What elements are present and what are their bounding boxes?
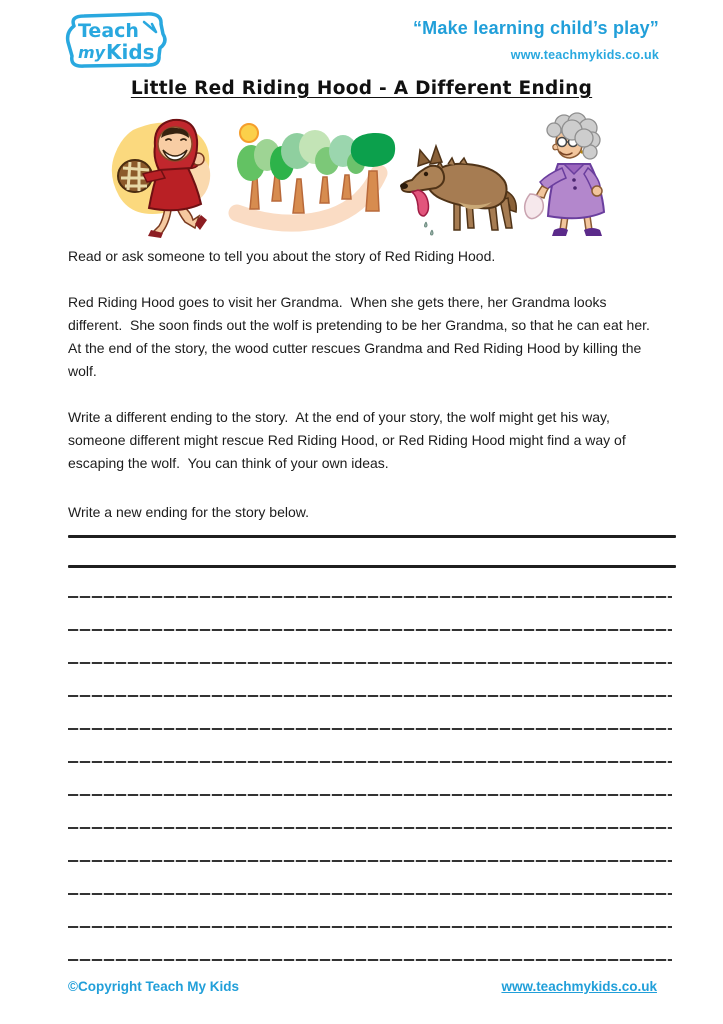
- teach-my-kids-logo: [64, 12, 168, 68]
- writing-line-dashed: [68, 596, 672, 598]
- page-title: Little Red Riding Hood - A Different Ending: [130, 78, 593, 99]
- writing-line-dashed: [68, 695, 672, 697]
- wolf-illustration: [396, 142, 526, 238]
- writing-line-dashed: [68, 629, 672, 631]
- grandma-illustration: [520, 112, 622, 240]
- header-right: [413, 18, 659, 62]
- red-riding-hood-illustration: [103, 112, 227, 238]
- header-website-text: www.teachmykids.co.uk: [510, 48, 659, 62]
- writing-line-dashed: [68, 794, 672, 796]
- writing-line-dashed: [68, 662, 672, 664]
- page-footer: [68, 979, 657, 994]
- writing-line-dashed: [68, 827, 672, 829]
- story-summary-paragraph: Red Riding Hood goes to visit her Grandma. When she gets there, her Grandma looks different. She soon finds out the wolf is pretending to be her Grandma, so that he can eat her. At the end of the story, the wood cutter rescues Grandma and Red Riding Hood by killing the wolf.: [68, 294, 657, 379]
- writing-line-solid: [68, 565, 676, 568]
- writing-line-dashed: [68, 959, 672, 961]
- intro-paragraph: Read or ask someone to tell you about the story of Red Riding Hood.: [68, 248, 496, 264]
- writing-line-dashed: [68, 728, 672, 730]
- footer-website-link[interactable]: www.teachmykids.co.uk: [501, 979, 657, 994]
- writing-line-dashed: [68, 761, 672, 763]
- logo-icon: [64, 12, 168, 68]
- brand-tagline: “Make learning child’s play”: [412, 18, 659, 38]
- task-paragraph: Write a different ending to the story. At the end of your story, the wolf might get his way, someone different might rescue Red Riding Hood, or Red Riding Hood might find a way of escaping the wolf. You can think of your own ideas.: [68, 409, 630, 471]
- writing-line-dashed: [68, 893, 672, 895]
- writing-line-dashed: [68, 860, 672, 862]
- writing-line-dashed: [68, 926, 672, 928]
- instruction-paragraph: Write a new ending for the story below.: [68, 504, 309, 520]
- logo-word-my: my: [78, 43, 106, 62]
- logo-word-kids: Kids: [106, 40, 155, 64]
- logo-word-teach: Teach: [78, 20, 139, 42]
- copyright-text: ©Copyright Teach My Kids: [68, 979, 239, 994]
- forest-path-illustration: [227, 117, 399, 233]
- writing-line-solid: [68, 535, 676, 538]
